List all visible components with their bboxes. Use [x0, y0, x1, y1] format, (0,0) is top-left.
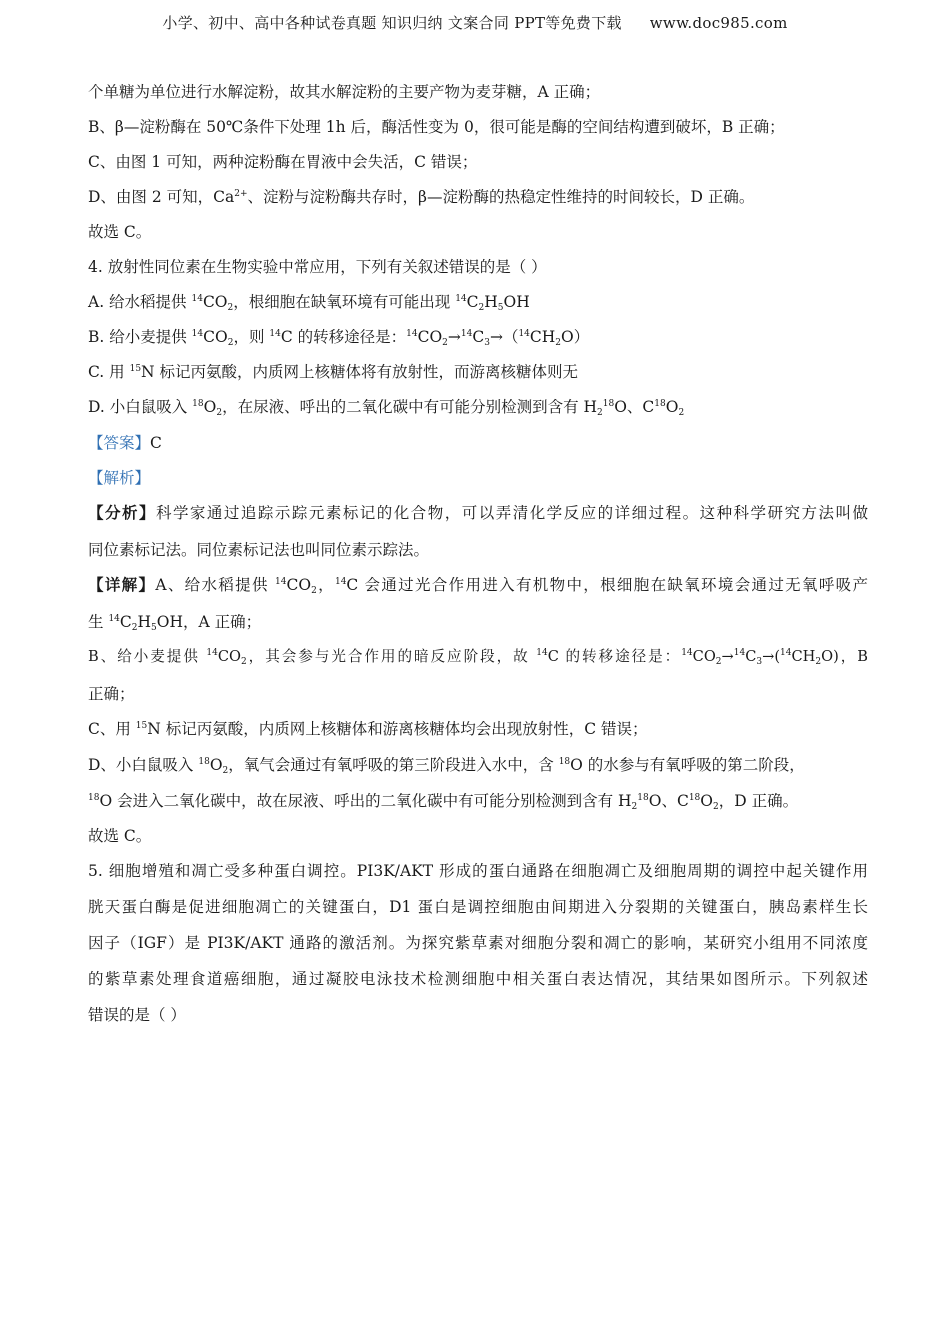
- superscript: 14: [334, 577, 347, 587]
- superscript: 14: [191, 329, 204, 339]
- detail-b-line-1: [88, 647, 868, 667]
- superscript: 14: [780, 648, 792, 658]
- page-header: [0, 12, 950, 33]
- q5-line-4: 的紫草素处理食道癌细胞，通过凝胶电泳技术检测细胞中相关蛋白表达情况，其结果如图所示。下列叙述: [88, 970, 868, 988]
- text-run: CO: [202, 293, 228, 311]
- subscript: 2: [715, 657, 722, 667]
- fenxi-line-1: [88, 503, 868, 523]
- text-run: D、由图 2 可知，Ca: [88, 188, 235, 206]
- superscript: 14: [733, 648, 746, 658]
- text-run: ，则: [233, 328, 270, 346]
- superscript: 14: [206, 648, 218, 658]
- subscript: 2: [631, 802, 638, 812]
- text-run: ，: [316, 576, 335, 594]
- superscript: 18: [198, 757, 210, 767]
- superscript: 14: [191, 294, 203, 304]
- analysis-label: 【解析】: [88, 469, 151, 487]
- superscript: 18: [88, 793, 100, 803]
- q4-option-a: [88, 292, 868, 312]
- detail-label: 【详解】: [88, 575, 156, 594]
- answer-value: C: [150, 434, 162, 452]
- superscript: 18: [688, 793, 701, 803]
- superscript: 14: [275, 577, 287, 587]
- detail-c: [88, 719, 868, 739]
- text-run: CO: [203, 328, 228, 346]
- header-title: 小学、初中、高中各种试卷真题 知识归纳 文案合同 PPT等免费下载: [162, 14, 622, 32]
- text-run: O、C: [614, 398, 655, 416]
- superscript: 14: [518, 329, 530, 339]
- prev-choose: 故选 C。: [88, 223, 152, 241]
- fenxi-line-2: 同位素标记法。同位素标记法也叫同位素示踪法。: [88, 541, 430, 559]
- text-run: C. 用: [88, 363, 130, 381]
- text-run: ，根细胞在缺氧环境有可能出现: [233, 293, 456, 311]
- q4-option-b: [88, 327, 868, 347]
- text-run: O)，B: [821, 648, 868, 665]
- detail-a-text: [155, 576, 868, 594]
- subscript: 3: [484, 338, 490, 348]
- superscript: 15: [129, 364, 142, 374]
- subscript: 2: [478, 303, 485, 313]
- text-run: CO: [286, 576, 312, 594]
- superscript: 18: [602, 399, 615, 409]
- text-run: O 的水参与有氧呼吸的第二阶段，: [570, 756, 805, 774]
- text-run: C 会通过光合作用进入有机物中，根细胞在缺氧环境会通过无氧呼吸产: [346, 576, 868, 594]
- text-run: CO: [217, 648, 242, 665]
- text-run: C 的转移途径是：: [280, 328, 407, 346]
- superscript: 14: [269, 329, 281, 339]
- text-run: 、淀粉与淀粉酶共存时，β—淀粉酶的热稳定性维持的时间较长，D 正确。: [247, 188, 755, 206]
- text-run: O: [209, 756, 223, 774]
- subscript: 2: [311, 586, 317, 596]
- text-run: N 标记丙氨酸，内质网上核糖体和游离核糖体均会出现放射性，C 错误；: [147, 720, 648, 738]
- text-run: →(: [762, 648, 781, 665]
- subscript: 2: [555, 338, 562, 348]
- q4-choose: 故选 C。: [88, 827, 152, 845]
- fenxi-text: 科学家通过追踪示踪元素标记的化合物，可以弄清化学反应的详细过程。这种科学研究方法叫做: [155, 504, 868, 522]
- text-run: ，D 正确。: [718, 792, 799, 810]
- text-run: →: [447, 328, 461, 346]
- text-run: ，氧气会通过有氧呼吸的第三阶段进入水中，含: [228, 756, 559, 774]
- header-site-link[interactable]: www.doc985.com: [649, 14, 788, 32]
- superscript: 2+: [234, 189, 248, 199]
- text-run: 生: [88, 613, 109, 631]
- text-run: C: [745, 648, 757, 665]
- q4-option-c: [88, 362, 868, 382]
- detail-d-line-1: [88, 755, 868, 775]
- superscript: 14: [455, 294, 467, 304]
- text-run: C: [472, 328, 485, 346]
- q5-line-3: 因子（IGF）是 PI3K/AKT 通路的激活剂。为探究紫草素对细胞分裂和凋亡的影响，某研究小组用不同浓度: [88, 934, 868, 952]
- text-run: →: [721, 648, 734, 665]
- text-run: B. 给小麦提供: [88, 328, 192, 346]
- answer-line: [88, 433, 868, 453]
- subscript: 2: [815, 657, 822, 667]
- superscript: 14: [536, 648, 548, 658]
- superscript: 14: [406, 329, 418, 339]
- text-run: CO: [417, 328, 443, 346]
- subscript: 2: [678, 408, 685, 418]
- subscript: 2: [597, 408, 603, 418]
- text-run: ，其会参与光合作用的暗反应阶段，故: [246, 648, 537, 665]
- text-run: CH: [791, 648, 816, 665]
- subscript: 2: [442, 338, 448, 348]
- text-run: →（: [489, 328, 519, 346]
- text-run: C 的转移途径是：: [547, 648, 682, 665]
- text-run: D、小白鼠吸入: [88, 756, 199, 774]
- q5-line-1: 5. 细胞增殖和凋亡受多种蛋白调控。PI3K/AKT 形成的蛋白通路在细胞凋亡及细胞周期的调控中起关键作用: [88, 862, 868, 880]
- text-run: O、C: [648, 792, 689, 810]
- text-run: H: [484, 293, 498, 311]
- text-run: A. 给水稻提供: [88, 293, 192, 311]
- superscript: 15: [135, 721, 148, 731]
- text-run: B、给小麦提供: [88, 648, 207, 665]
- detail-b-line-2: 正确；: [88, 685, 135, 703]
- subscript: 2: [712, 802, 719, 812]
- superscript: 14: [681, 648, 693, 658]
- superscript: 18: [558, 757, 571, 767]
- text-run: OH，A 正确；: [156, 613, 262, 631]
- text-run: C: [466, 293, 479, 311]
- superscript: 18: [654, 399, 666, 409]
- subscript: 2: [241, 657, 247, 667]
- subscript: 2: [131, 623, 138, 633]
- subscript: 2: [227, 338, 234, 348]
- text-run: ，在尿液、呼出的二氧化碳中有可能分别检测到含有 H: [222, 398, 598, 416]
- text-run: O: [203, 398, 217, 416]
- text-run: O）: [561, 328, 590, 346]
- subscript: 5: [151, 623, 157, 633]
- subscript: 2: [227, 303, 234, 313]
- q4-stem: 4. 放射性同位素在生物实验中常应用，下列有关叙述错误的是（ ）: [88, 258, 547, 276]
- text-run: A、给水稻提供: [155, 576, 276, 594]
- superscript: 14: [108, 614, 120, 624]
- prev-option-c: C、由图 1 可知，两种淀粉酶在胃液中会失活，C 错误；: [88, 153, 478, 171]
- subscript: 2: [216, 408, 223, 418]
- prev-option-d: [88, 187, 868, 207]
- superscript: 14: [460, 329, 473, 339]
- text-run: CO: [692, 648, 716, 665]
- q5-line-2: 胱天蛋白酶是促进细胞凋亡的关键蛋白，D1 蛋白是调控细胞由间期进入分裂期的关键蛋白，胰岛素样生长: [88, 898, 868, 916]
- detail-a-line-2: [88, 612, 868, 632]
- fenxi-label: 【分析】: [88, 503, 156, 522]
- text-run: C: [119, 613, 132, 631]
- subscript: 5: [497, 303, 504, 313]
- text-run: O: [700, 792, 713, 810]
- text-run: O 会进入二氧化碳中，故在尿液、呼出的二氧化碳中有可能分别检测到含有 H: [99, 792, 632, 810]
- text-run: O: [665, 398, 679, 416]
- analysis-line: [88, 468, 868, 488]
- superscript: 18: [192, 399, 204, 409]
- q4-option-d: [88, 397, 868, 417]
- text-run: C、用: [88, 720, 136, 738]
- prev-a-tail: 个单糖为单位进行水解淀粉，故其水解淀粉的主要产物为麦芽糖，A 正确；: [88, 83, 601, 101]
- detail-d-line-2: [88, 791, 868, 811]
- text-run: N 标记丙氨酸，内质网上核糖体将有放射性，而游离核糖体则无: [141, 363, 579, 381]
- text-run: H: [137, 613, 152, 631]
- text-run: OH: [503, 293, 530, 311]
- text-run: D. 小白鼠吸入: [88, 398, 193, 416]
- text-run: CH: [529, 328, 556, 346]
- q5-line-5: 错误的是（ ）: [88, 1006, 186, 1024]
- answer-label: 【答案】: [88, 434, 151, 452]
- prev-option-b: B、β—淀粉酶在 50℃条件下处理 1h 后，酶活性变为 0，很可能是酶的空间结构遭到破坏，B 正确；: [88, 118, 785, 136]
- detail-a-line-1: [88, 575, 868, 595]
- subscript: 2: [222, 766, 229, 776]
- subscript: 3: [756, 657, 763, 667]
- superscript: 18: [637, 793, 649, 803]
